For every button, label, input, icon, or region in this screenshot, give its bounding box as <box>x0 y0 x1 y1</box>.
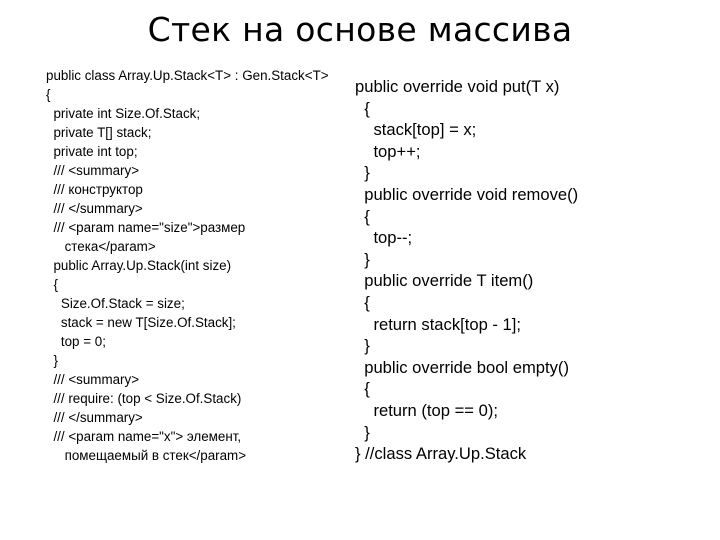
code-line: public class Array.Up.Stack<T> : Gen.Stack<T> <box>46 68 329 83</box>
code-line: стека</param> <box>46 239 156 254</box>
code-line: { <box>355 98 370 118</box>
code-line: { <box>46 277 58 292</box>
code-line: top--; <box>355 228 413 248</box>
code-line: top = 0; <box>46 334 106 349</box>
code-line: } <box>355 249 370 269</box>
code-line: /// </summary> <box>46 201 143 216</box>
code-line: } <box>355 336 370 356</box>
code-line: /// конструктор <box>46 182 143 197</box>
code-line: private int Size.Of.Stack; <box>46 106 201 121</box>
code-line: /// <summary> <box>46 372 140 387</box>
code-line: return (top == 0); <box>355 400 498 420</box>
code-line: } <box>46 353 58 368</box>
code-line: private T[] stack; <box>46 125 152 140</box>
code-line: stack[top] = x; <box>355 120 477 140</box>
code-line: public override void remove() <box>355 184 579 204</box>
code-line: /// </summary> <box>46 410 143 425</box>
code-line: top++; <box>355 141 421 161</box>
code-line: { <box>355 206 370 226</box>
code-line: } <box>355 163 370 183</box>
code-line: { <box>46 87 51 102</box>
code-line: /// <summary> <box>46 163 140 178</box>
code-line: } <box>355 422 370 442</box>
code-line: return stack[top - 1]; <box>355 314 522 334</box>
code-line: Size.Of.Stack = size; <box>46 296 185 311</box>
code-line: /// <param name="x"> элемент, <box>46 429 242 444</box>
slide-title: Стек на основе массива <box>147 10 573 49</box>
code-line: stack = new T[Size.Of.Stack]; <box>46 315 236 330</box>
code-line: public override void put(T x) <box>355 77 560 96</box>
code-listing-left <box>46 66 346 465</box>
code-line: public Array.Up.Stack(int size) <box>46 258 232 273</box>
code-line: { <box>355 292 370 312</box>
code-line: private int top; <box>46 144 138 159</box>
code-line: { <box>355 379 370 399</box>
code-listing-right <box>355 76 715 465</box>
code-line: помещаемый в стек</param> <box>46 448 247 463</box>
code-line: public override T item() <box>355 271 534 291</box>
code-line: /// require: (top < Size.Of.Stack) <box>46 391 242 406</box>
code-line: public override bool empty() <box>355 357 569 377</box>
code-line: /// <param name="size">размер <box>46 220 246 235</box>
code-line: } //class Array.Up.Stack <box>355 444 527 464</box>
